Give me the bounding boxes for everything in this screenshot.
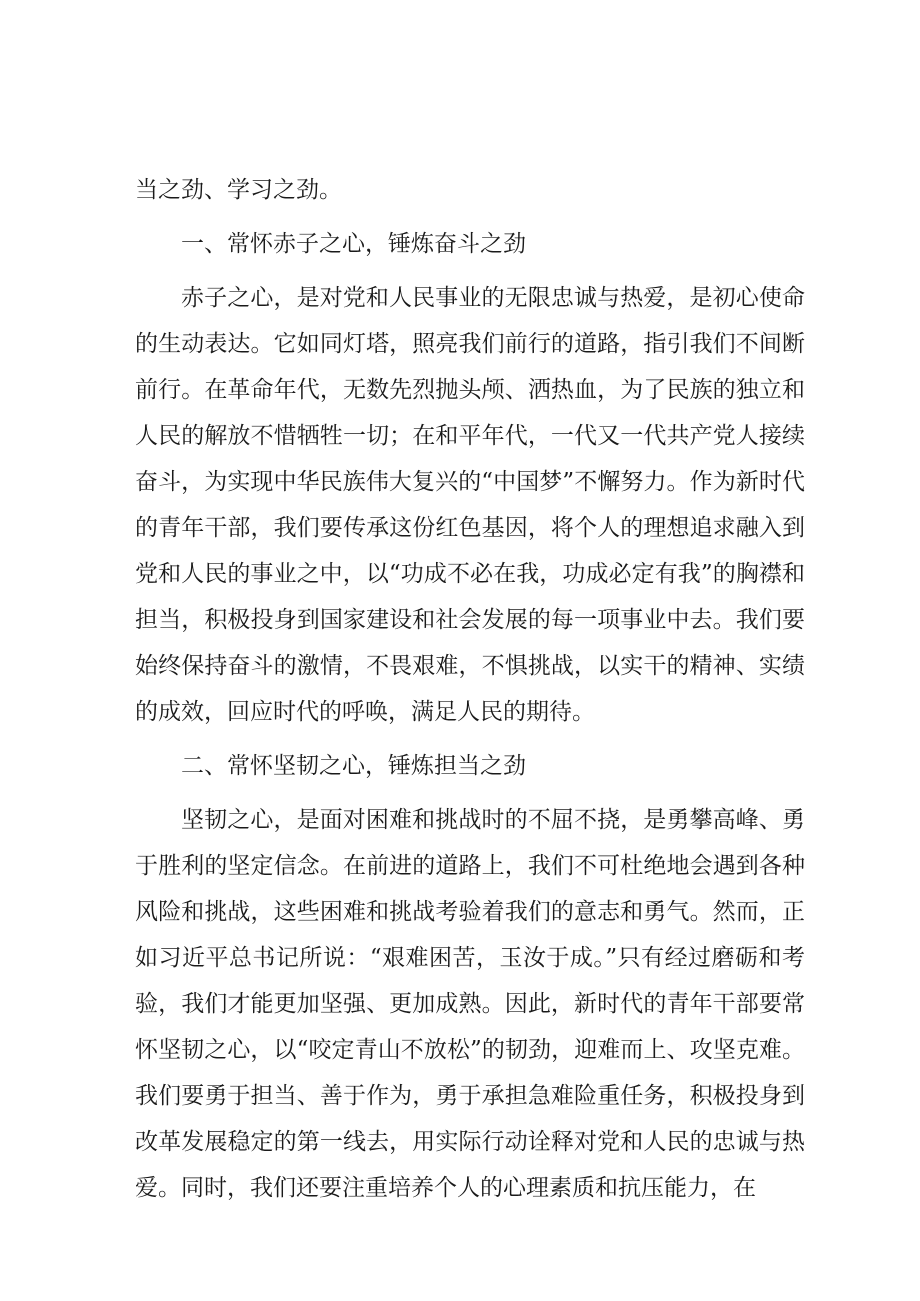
section-heading-2: 二、常怀坚韧之心，锤炼担当之劲 [181,753,526,779]
paragraph-continuation: 当之劲、学习之劲。 [135,177,342,203]
section-1-paragraph: 赤子之心，是对党和人民事业的无限忠诚与热爱，是初心使命的生动表达。它如同灯塔，照亮我们前行的道路，指引我们不间断前行。在革命年代，无数先烈抛头颅、洒热血，为了民族的独立和人民的解放不惜牺牲一切；在和平年代，一代又一代共产党人接续奋斗，为实现中华民族伟大复兴的“中国梦”不懈努力。作为新时代的青年干部，我们要传承这份红色基因，将个人的理想追求融入到党和人民的事业之中，以“功成不必在我，功成必定有我”的胸襟和担当，积极投身到国家建设和社会发展的每一项事业中去。我们要始终保持奋斗的激情，不畏艰难，不惧挑战，以实干的精神、实绩的成效，回应时代的呼唤，满足人民的期待。 [135,285,805,725]
document-body [135,167,805,1211]
section-2-paragraph: 坚韧之心，是面对困难和挑战时的不屈不挠，是勇攀高峰、勇于胜利的坚定信念。在前进的道路上，我们不可杜绝地会遇到各种风险和挑战，这些困难和挑战考验着我们的意志和勇气。然而，正如习近平总书记所说：“艰难困苦，玉汝于成。”只有经过磨砺和考验，我们才能更加坚强、更加成熟。因此，新时代的青年干部要常怀坚韧之心，以“咬定青山不放松”的韧劲，迎难而上、攻坚克难。我们要勇于担当、善于作为，勇于承担急难险重任务，积极投身到改革发展稳定的第一线去，用实际行动诠释对党和人民的忠诚与热爱。同时，我们还要注重培养个人的心理素质和抗压能力，在 [135,807,805,1201]
section-heading-1: 一、常怀赤子之心，锤炼奋斗之劲 [181,231,526,257]
